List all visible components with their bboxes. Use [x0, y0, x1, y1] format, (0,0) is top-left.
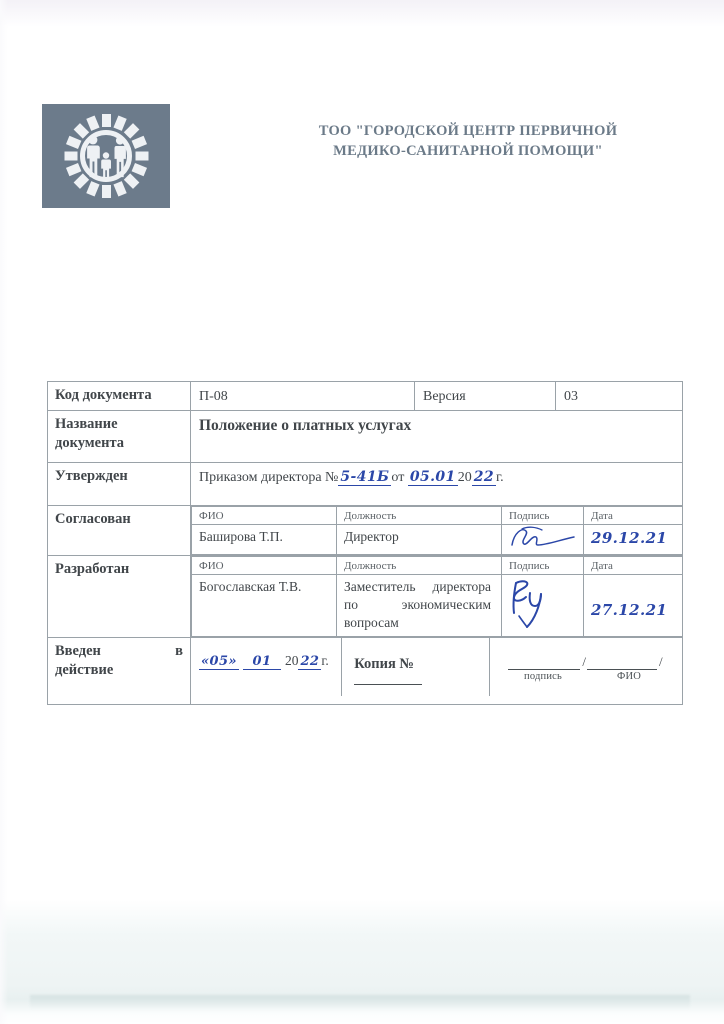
- developed-col-fio: ФИО: [199, 560, 224, 572]
- enacted-label-part-2: в: [175, 643, 183, 659]
- table-row-agreed: [48, 506, 683, 556]
- caption-fio: ФИО: [616, 671, 642, 682]
- enacted-label-line-1: [55, 642, 183, 661]
- developed-fio: Богославская Т.В.: [199, 579, 302, 594]
- developed-value-row: [192, 575, 683, 637]
- cell-developed-col-position: [337, 557, 502, 575]
- table-row-developed: [48, 556, 683, 638]
- signature-captions: [500, 671, 672, 682]
- slash-2: /: [659, 654, 663, 669]
- organization-logo: [42, 104, 170, 208]
- slash-1: /: [582, 654, 586, 669]
- fio-blank[interactable]: [587, 657, 657, 670]
- approved-prefix: Приказом директора №: [199, 470, 339, 485]
- cell-developed-col-signature: [502, 557, 584, 575]
- cell-developed-label: [48, 556, 191, 638]
- doc-code-label: Код документа: [55, 387, 152, 403]
- approved-order-number: 5-41Б: [340, 469, 390, 485]
- approved-year-prefix: 20: [457, 470, 472, 485]
- cell-agreed-col-fio: [192, 507, 337, 525]
- enacted-label: [48, 638, 190, 684]
- cell-agreed-col-date: [584, 507, 683, 525]
- agreed-col-date: Дата: [591, 510, 613, 522]
- enacted-year: 22: [300, 654, 320, 669]
- enacted-month: 01: [243, 654, 281, 670]
- doc-name-label-line-2: документа: [55, 435, 125, 451]
- doc-name-label-line-1: Название: [55, 416, 118, 432]
- developed-col-signature: Подпись: [509, 560, 550, 572]
- enacted-day: «05»: [201, 654, 237, 669]
- developed-col-position: Должность: [344, 560, 397, 572]
- cell-agreed-label: [48, 506, 191, 556]
- doc-code-value: П-08: [199, 389, 228, 404]
- approved-year-suffix: г.: [495, 470, 504, 485]
- approved-ot: от: [391, 470, 405, 485]
- cell-enacted-detail: [191, 638, 683, 705]
- enacted-year-prefix: 20: [284, 653, 299, 668]
- enacted-inner-row: [191, 638, 682, 696]
- agreed-subheader-row: [192, 507, 683, 525]
- family-silhouette-icon: [78, 134, 134, 178]
- signature-block: [490, 638, 682, 696]
- scan-artifact-top: [0, 0, 724, 26]
- doc-name-value: Положение о платных услугах: [199, 417, 412, 434]
- cell-agreed-date: [584, 525, 683, 555]
- doc-name-label: [48, 411, 190, 462]
- developed-inner-table: [191, 556, 683, 637]
- cell-developed-fio: [192, 575, 337, 637]
- cell-developed-detail: [191, 556, 683, 638]
- developed-position: Заместитель директора по экономическим вопросам: [344, 579, 491, 630]
- cell-doc-name-label: [48, 411, 191, 463]
- agreed-label: Согласован: [55, 511, 131, 527]
- signature-mark-agreed-icon: [502, 525, 582, 549]
- cell-developed-col-fio: [192, 557, 337, 575]
- agreed-position: Директор: [344, 529, 399, 544]
- org-title-line-2: МЕДИКО-САНИТАРНОЙ ПОМОЩИ": [333, 143, 603, 159]
- cell-agreed-detail: [191, 506, 683, 556]
- agreed-fio: Баширова Т.П.: [199, 529, 283, 544]
- cell-developed-col-date: [584, 557, 683, 575]
- approved-label: Утвержден: [55, 468, 128, 484]
- cell-developed-signature: [502, 575, 584, 637]
- cell-agreed-signature: [502, 525, 584, 555]
- agreed-value-row: [192, 525, 683, 555]
- table-row-approved: [48, 463, 683, 506]
- developed-label: Разработан: [55, 561, 130, 577]
- approved-year: 22: [473, 469, 494, 485]
- cell-agreed-fio: [192, 525, 337, 555]
- agreed-col-fio: ФИО: [199, 510, 224, 522]
- signature-lines: [500, 654, 672, 670]
- developed-date: 27.12.21: [591, 601, 668, 619]
- cell-doc-name-value: [191, 411, 683, 463]
- agreed-date: 29.12.21: [591, 529, 668, 547]
- cell-agreed-position: [337, 525, 502, 555]
- document-control-card: [47, 381, 682, 705]
- cell-developed-position: [337, 575, 502, 637]
- caption-signature: подпись: [524, 671, 562, 682]
- scan-artifact-left-edge: [0, 0, 8, 1024]
- cell-developed-date: [584, 575, 683, 637]
- signature-mark-developed-icon: [502, 575, 582, 631]
- cell-agreed-col-signature: [502, 507, 584, 525]
- signature-blank[interactable]: [508, 657, 580, 670]
- cell-approved-value: [191, 463, 683, 506]
- developed-signature: [502, 575, 583, 636]
- version-label: Версия: [423, 389, 466, 404]
- approved-value: [191, 463, 682, 491]
- table-row-doc-name: [48, 411, 683, 463]
- scan-artifact-bottom: [30, 995, 690, 1009]
- agreed-signature: [502, 525, 583, 554]
- cell-version-value: [556, 382, 683, 411]
- cell-agreed-col-position: [337, 507, 502, 525]
- org-title-line-1: ТОО "ГОРОДСКОЙ ЦЕНТР ПЕРВИЧНОЙ: [318, 123, 618, 139]
- developed-col-date: Дата: [591, 560, 613, 572]
- enacted-label-part-1: Введен: [55, 643, 101, 659]
- agreed-inner-table: [191, 506, 683, 555]
- page-title: [258, 121, 678, 161]
- enacted-year-suffix: г.: [321, 653, 329, 668]
- cell-approved-label: [48, 463, 191, 506]
- cell-doc-code-value: [191, 382, 415, 411]
- enacted-label-part-3: действие: [55, 662, 114, 678]
- document-control-table: [47, 381, 683, 705]
- developed-subheader-row: [192, 557, 683, 575]
- cell-version-label: [415, 382, 556, 411]
- agreed-col-position: Должность: [344, 510, 397, 522]
- agreed-col-signature: Подпись: [509, 510, 550, 522]
- table-row-enacted: [48, 638, 683, 705]
- approved-day-month: 05.01: [409, 469, 456, 485]
- enacted-date-block: [191, 638, 342, 696]
- copy-number-block: [342, 638, 490, 696]
- table-row-doc-code: [48, 382, 683, 411]
- cell-doc-code-label: [48, 382, 191, 411]
- copy-label: Копия №: [354, 656, 414, 672]
- cell-enacted-label: [48, 638, 191, 705]
- copy-number-blank[interactable]: [354, 673, 422, 685]
- version-value: 03: [564, 389, 578, 404]
